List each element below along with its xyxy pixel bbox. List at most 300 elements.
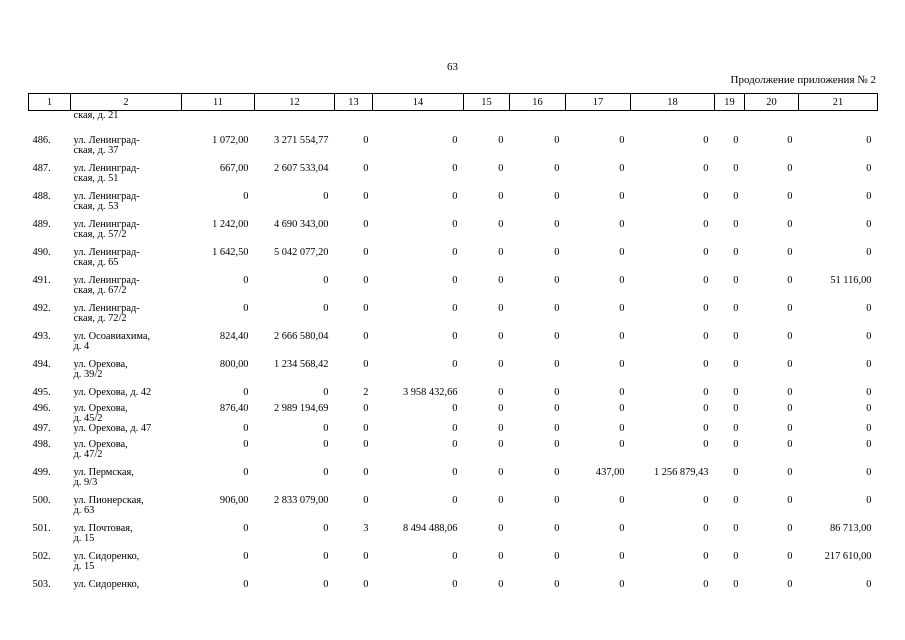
col-header: 18 (631, 94, 715, 111)
cell-11: 906,00 (219, 495, 249, 506)
address-line: ская, д. 51 (73, 173, 119, 184)
cell-12: 5 042 077,20 (273, 247, 329, 258)
address-line: д. 39/2 (73, 369, 103, 380)
cell-21: 0 (866, 439, 872, 450)
cell-16: 0 (554, 439, 560, 450)
cell-21: 0 (866, 163, 872, 174)
cell-18: 0 (703, 551, 709, 562)
cell-17: 0 (619, 403, 625, 414)
cell-18: 0 (703, 331, 709, 342)
row-number: 492. (32, 303, 51, 314)
row-number: 503. (32, 579, 51, 590)
col-header: 1 (29, 94, 71, 111)
address-line: ул. Сидоренко, (73, 551, 140, 562)
cell-16: 0 (554, 331, 560, 342)
cell-21: 0 (866, 467, 872, 478)
address-line: ул. Почтовая, (73, 523, 133, 534)
cell-16: 0 (554, 467, 560, 478)
cell-11: 824,40 (219, 331, 249, 342)
cell-17: 0 (619, 163, 625, 174)
row-number: 491. (32, 275, 51, 286)
address-cell (71, 496, 182, 524)
cell-12: 0 (323, 275, 329, 286)
address-cell (71, 276, 182, 304)
cell-15: 0 (498, 135, 504, 146)
cell-20: 0 (787, 331, 793, 342)
col-header: 16 (510, 94, 566, 111)
col-header: 17 (566, 94, 631, 111)
cell-14: 0 (452, 135, 458, 146)
cell-13: 0 (363, 551, 369, 562)
cell-13: 0 (363, 331, 369, 342)
cell-16: 0 (554, 191, 560, 202)
cell-16: 0 (554, 275, 560, 286)
cell-20: 0 (787, 135, 793, 146)
cell-17: 0 (619, 439, 625, 450)
cell-11: 0 (243, 387, 249, 398)
table-row (29, 192, 878, 220)
data-table (28, 93, 878, 600)
address-line: ул. Пионерская, (73, 495, 144, 506)
address-line: ская, д. 37 (73, 145, 119, 156)
address-line: д. 4 (73, 341, 90, 352)
cell-15: 0 (498, 579, 504, 590)
cell-11: 0 (243, 275, 249, 286)
address-line: ул. Ленинград- (73, 303, 140, 314)
address-line: ул. Орехова, д. 42 (73, 387, 152, 398)
cell-14: 0 (452, 303, 458, 314)
cell-16: 0 (554, 579, 560, 590)
cell-12: 3 271 554,77 (273, 135, 329, 146)
cell-20: 0 (787, 439, 793, 450)
cell-15: 0 (498, 403, 504, 414)
cell-17: 0 (619, 579, 625, 590)
cell-21: 0 (866, 387, 872, 398)
continued-address: ская, д. 21 (73, 110, 119, 121)
cell-19: 0 (733, 523, 739, 534)
cell-20: 0 (787, 163, 793, 174)
address-line: ул. Ленинград- (73, 135, 140, 146)
cell-15: 0 (498, 439, 504, 450)
cell-21: 0 (866, 303, 872, 314)
cell-11: 0 (243, 191, 249, 202)
cell-19: 0 (733, 495, 739, 506)
cell-19: 0 (733, 247, 739, 258)
address-line: ская, д. 67/2 (73, 285, 127, 296)
cell-11: 1 242,00 (212, 219, 249, 230)
address-cell (71, 440, 182, 468)
cell-14: 0 (452, 275, 458, 286)
appendix-note: Продолжение приложения № 2 (730, 74, 876, 86)
cell-18: 0 (703, 579, 709, 590)
address-cell (71, 332, 182, 360)
table-row (29, 496, 878, 524)
address-line: ул. Ленинград- (73, 247, 140, 258)
cell-16: 0 (554, 135, 560, 146)
address-line: д. 47/2 (73, 449, 103, 460)
cell-17: 0 (619, 331, 625, 342)
cell-14: 8 494 488,06 (402, 523, 458, 534)
cell-13: 0 (363, 219, 369, 230)
address-cell (71, 192, 182, 220)
cell-14: 0 (452, 579, 458, 590)
cell-11: 0 (243, 579, 249, 590)
cell-19: 0 (733, 403, 739, 414)
cell-21: 51 116,00 (830, 275, 872, 286)
cell-20: 0 (787, 275, 793, 286)
address-cell (71, 248, 182, 276)
cell-15: 0 (498, 275, 504, 286)
cell-18: 0 (703, 191, 709, 202)
table-row (29, 122, 878, 164)
cell-18: 0 (703, 359, 709, 370)
address-line: ул. Орехова, д. 47 (73, 423, 152, 434)
cell-19: 0 (733, 551, 739, 562)
cell-18: 0 (703, 387, 709, 398)
address-line: д. 45/2 (73, 413, 103, 424)
cell-13: 0 (363, 247, 369, 258)
cell-12: 0 (323, 551, 329, 562)
table-row (29, 404, 878, 424)
col-header: 2 (71, 94, 182, 111)
cell-21: 0 (866, 495, 872, 506)
cell-17: 0 (619, 359, 625, 370)
col-header: 15 (464, 94, 510, 111)
cell-15: 0 (498, 523, 504, 534)
cell-19: 0 (733, 439, 739, 450)
address-line: ул. Ленинград- (73, 163, 140, 174)
address-cell (71, 388, 182, 404)
address-cell (71, 468, 182, 496)
address-line: ская, д. 65 (73, 257, 119, 268)
col-header: 20 (745, 94, 799, 111)
cell-11: 1 642,50 (212, 247, 249, 258)
table-row (29, 248, 878, 276)
cell-14: 0 (452, 163, 458, 174)
cell-14: 0 (452, 551, 458, 562)
address-line: ская, д. 53 (73, 201, 119, 212)
cell-19: 0 (733, 275, 739, 286)
cell-12: 0 (323, 303, 329, 314)
cell-18: 0 (703, 495, 709, 506)
cell-13: 0 (363, 495, 369, 506)
address-cell (71, 552, 182, 580)
cell-18: 0 (703, 135, 709, 146)
cell-11: 0 (243, 423, 249, 434)
address-line: ул. Ленинград- (73, 219, 140, 230)
address-cell (71, 360, 182, 388)
cell-15: 0 (498, 495, 504, 506)
cell-13: 0 (363, 439, 369, 450)
address-line: д. 63 (73, 505, 95, 516)
cell-12: 0 (323, 387, 329, 398)
cell-12: 2 833 079,00 (273, 495, 329, 506)
table-row (29, 440, 878, 468)
cell-16: 0 (554, 219, 560, 230)
cell-21: 0 (866, 191, 872, 202)
cell-19: 0 (733, 331, 739, 342)
cell-19: 0 (733, 163, 739, 174)
cell-18: 0 (703, 303, 709, 314)
address-cell (71, 524, 182, 552)
cell-13: 0 (363, 467, 369, 478)
address-line: ская, д. 72/2 (73, 313, 127, 324)
col-header: 11 (182, 94, 255, 111)
row-number: 498. (32, 439, 51, 450)
address-line: д. 15 (73, 533, 95, 544)
cell-21: 0 (866, 247, 872, 258)
cell-15: 0 (498, 163, 504, 174)
cell-12: 0 (323, 467, 329, 478)
cell-16: 0 (554, 163, 560, 174)
col-header: 13 (335, 94, 373, 111)
row-number: 493. (32, 331, 51, 342)
cell-14: 0 (452, 331, 458, 342)
cell-14: 3 958 432,66 (402, 387, 458, 398)
table-row (29, 580, 878, 600)
cell-17: 0 (619, 523, 625, 534)
cell-16: 0 (554, 403, 560, 414)
cell-14: 0 (452, 423, 458, 434)
header-row (29, 94, 878, 111)
cell-11: 876,40 (219, 403, 249, 414)
cell-19: 0 (733, 303, 739, 314)
address-cell (71, 220, 182, 248)
row-number: 495. (32, 387, 51, 398)
address-line: ул. Ленинград- (73, 191, 140, 202)
table-row (29, 164, 878, 192)
cell-21: 0 (866, 423, 872, 434)
cell-11: 0 (243, 467, 249, 478)
cell-19: 0 (733, 579, 739, 590)
row-number: 500. (32, 495, 51, 506)
cell-13: 0 (363, 163, 369, 174)
cell-18: 0 (703, 247, 709, 258)
cell-20: 0 (787, 387, 793, 398)
cell-16: 0 (554, 387, 560, 398)
cell-11: 0 (243, 523, 249, 534)
address-line: ул. Ленинград- (73, 275, 140, 286)
cell-20: 0 (787, 359, 793, 370)
cell-17: 0 (619, 191, 625, 202)
cell-11: 0 (243, 303, 249, 314)
cell-11: 0 (243, 551, 249, 562)
cell-17: 0 (619, 423, 625, 434)
cell-20: 0 (787, 191, 793, 202)
cell-18: 0 (703, 275, 709, 286)
cell-16: 0 (554, 551, 560, 562)
cell-12: 0 (323, 439, 329, 450)
cell-15: 0 (498, 331, 504, 342)
cell-15: 0 (498, 359, 504, 370)
cell-20: 0 (787, 403, 793, 414)
row-number: 502. (32, 551, 51, 562)
cell-15: 0 (498, 423, 504, 434)
cell-13: 0 (363, 191, 369, 202)
cell-20: 0 (787, 523, 793, 534)
table-row (29, 388, 878, 404)
cell-18: 0 (703, 423, 709, 434)
row-number: 497. (32, 423, 51, 434)
table-row (29, 552, 878, 580)
cell-19: 0 (733, 135, 739, 146)
address-line: ул. Осоавиахима, (73, 331, 151, 342)
row-number: 489. (32, 219, 51, 230)
cell-13: 2 (363, 387, 369, 398)
cell-12: 0 (323, 579, 329, 590)
address-cell (71, 122, 182, 164)
cell-21: 0 (866, 359, 872, 370)
continued-row (29, 111, 878, 123)
col-header: 21 (799, 94, 878, 111)
cell-17: 0 (619, 495, 625, 506)
cell-15: 0 (498, 219, 504, 230)
cell-15: 0 (498, 191, 504, 202)
cell-12: 0 (323, 423, 329, 434)
address-cell (71, 164, 182, 192)
cell-21: 217 610,00 (824, 551, 872, 562)
cell-13: 0 (363, 303, 369, 314)
row-number: 499. (32, 467, 51, 478)
cell-18: 0 (703, 523, 709, 534)
cell-12: 1 234 568,42 (273, 359, 329, 370)
cell-13: 0 (363, 135, 369, 146)
cell-16: 0 (554, 423, 560, 434)
cell-16: 0 (554, 247, 560, 258)
cell-11: 1 072,00 (212, 135, 249, 146)
address-cell (71, 304, 182, 332)
cell-21: 0 (866, 135, 872, 146)
cell-14: 0 (452, 247, 458, 258)
cell-14: 0 (452, 495, 458, 506)
row-number: 494. (32, 359, 51, 370)
address-line: д. 15 (73, 561, 95, 572)
cell-19: 0 (733, 423, 739, 434)
cell-14: 0 (452, 359, 458, 370)
cell-16: 0 (554, 523, 560, 534)
cell-17: 0 (619, 135, 625, 146)
cell-17: 0 (619, 247, 625, 258)
cell-20: 0 (787, 467, 793, 478)
cell-16: 0 (554, 303, 560, 314)
cell-20: 0 (787, 423, 793, 434)
page-number: 63 (447, 61, 458, 73)
cell-18: 0 (703, 219, 709, 230)
cell-12: 4 690 343,00 (273, 219, 329, 230)
col-header: 12 (255, 94, 335, 111)
cell-12: 2 666 580,04 (273, 331, 329, 342)
cell-21: 86 713,00 (829, 523, 872, 534)
table-row (29, 468, 878, 496)
cell-12: 0 (323, 523, 329, 534)
cell-19: 0 (733, 359, 739, 370)
cell-17: 0 (619, 275, 625, 286)
cell-15: 0 (498, 303, 504, 314)
address-line: ул. Орехова, (73, 403, 128, 414)
cell-20: 0 (787, 495, 793, 506)
cell-19: 0 (733, 467, 739, 478)
col-header: 19 (715, 94, 745, 111)
table-row (29, 360, 878, 388)
cell-13: 0 (363, 579, 369, 590)
cell-11: 0 (243, 439, 249, 450)
cell-14: 0 (452, 191, 458, 202)
table-row (29, 524, 878, 552)
cell-13: 3 (363, 523, 369, 534)
cell-20: 0 (787, 247, 793, 258)
cell-17: 437,00 (595, 467, 625, 478)
address-cell (71, 424, 182, 440)
cell-20: 0 (787, 219, 793, 230)
row-number: 487. (32, 163, 51, 174)
address-line: ул. Орехова, (73, 359, 128, 370)
cell-13: 0 (363, 359, 369, 370)
cell-18: 0 (703, 439, 709, 450)
cell-15: 0 (498, 467, 504, 478)
address-cell (71, 404, 182, 424)
table-row (29, 220, 878, 248)
cell-21: 0 (866, 403, 872, 414)
address-line: д. 9/3 (73, 477, 98, 488)
cell-11: 800,00 (219, 359, 249, 370)
address-line: ская, д. 57/2 (73, 229, 127, 240)
cell-21: 0 (866, 331, 872, 342)
table-row (29, 304, 878, 332)
cell-15: 0 (498, 387, 504, 398)
cell-14: 0 (452, 403, 458, 414)
cell-17: 0 (619, 551, 625, 562)
cell-16: 0 (554, 495, 560, 506)
cell-18: 0 (703, 163, 709, 174)
cell-19: 0 (733, 191, 739, 202)
row-number: 490. (32, 247, 51, 258)
cell-15: 0 (498, 551, 504, 562)
address-line: ул. Пермская, (73, 467, 134, 478)
cell-21: 0 (866, 219, 872, 230)
cell-12: 0 (323, 191, 329, 202)
cell-14: 0 (452, 439, 458, 450)
cell-17: 0 (619, 387, 625, 398)
row-number: 486. (32, 135, 51, 146)
row-number: 501. (32, 523, 51, 534)
cell-16: 0 (554, 359, 560, 370)
cell-14: 0 (452, 219, 458, 230)
cell-12: 2 607 533,04 (273, 163, 329, 174)
col-header: 14 (373, 94, 464, 111)
cell-14: 0 (452, 467, 458, 478)
cell-11: 667,00 (219, 163, 249, 174)
cell-13: 0 (363, 275, 369, 286)
cell-13: 0 (363, 423, 369, 434)
cell-20: 0 (787, 303, 793, 314)
cell-21: 0 (866, 579, 872, 590)
cell-17: 0 (619, 219, 625, 230)
cell-15: 0 (498, 247, 504, 258)
cell-18: 0 (703, 403, 709, 414)
cell-20: 0 (787, 579, 793, 590)
cell-20: 0 (787, 551, 793, 562)
cell-18: 1 256 879,43 (653, 467, 709, 478)
cell-19: 0 (733, 219, 739, 230)
row-number: 496. (32, 403, 51, 414)
table-row (29, 276, 878, 304)
cell-13: 0 (363, 403, 369, 414)
cell-17: 0 (619, 303, 625, 314)
cell-19: 0 (733, 387, 739, 398)
table-row (29, 332, 878, 360)
address-line: ул. Сидоренко, (73, 579, 140, 590)
cell-12: 2 989 194,69 (273, 403, 329, 414)
